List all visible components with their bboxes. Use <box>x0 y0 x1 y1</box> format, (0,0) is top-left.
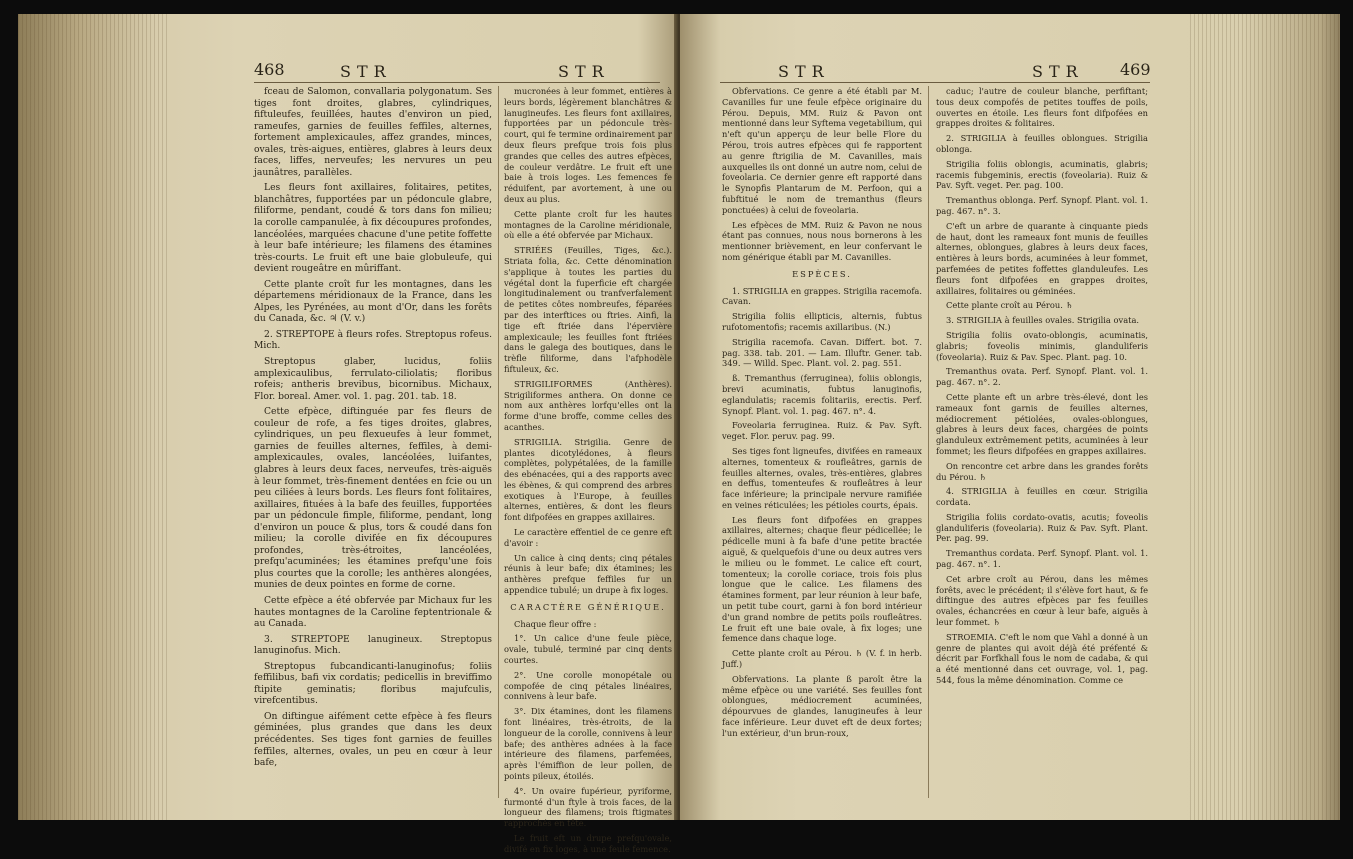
paragraph: Cette plante croît fur les hautes montagnes de la Caroline méridionale, où elle a été obfervée par Michaux. <box>504 208 672 241</box>
right-page <box>680 14 1340 820</box>
paragraph: Ses tiges font ligneufes, divifées en rameaux alternes, tomenteux & roufleâtres, garnis de feuilles alternes, ovales, très-entières, glabres en deffus, tomenteufes & roufleâtres à leur face inférieure; la principale nervure ramifiée en veines réticulées; les pétioles courts, épais. <box>722 445 922 510</box>
page-number-left: 468 <box>254 60 285 79</box>
running-header-left-1: STR <box>340 62 392 81</box>
right-column-2 <box>936 86 1148 690</box>
paragraph: Strigilia foliis cordato-ovatis, acutis; foveolis glanduliferis (foveolaria). Ruiz & Pav. Syft. Plant. Per. pag. 99. <box>936 511 1148 544</box>
paragraph: Foveolaria ferruginea. Ruiz. & Pav. Syft. veget. Flor. peruv. pag. 99. <box>722 420 922 442</box>
paragraph: 3. STRIGILIA à feuilles ovales. Strigilia ovata. <box>946 315 1140 326</box>
paragraph: mucronées à leur fommet, entières à leurs bords, légèrement blanchâtres & lanugineufes. Les fleurs font axillaires, fupportées par un pédoncule très-court, qui fe termine ordinairement par deux fleurs prefque trois fois plus grandes que celles des autres efpèces, de couleur verdâtre. Le fruit eft une baie à trois loges. Les femences fe réduifent, par avortement, à une ou deux au plus. <box>504 86 672 204</box>
paragraph: ß. Tremanthus (ferruginea), foliis oblongis, brevi acuminatis, fubtus lanuginofis, eglandulatis; racemis folitariis, erectis. Perf. Synopf. Plant. vol. 1. pag. 467. n°. 4. <box>722 373 922 416</box>
paragraph: Le caractère effentiel de ce genre eft d'avoir : <box>504 527 672 548</box>
paragraph: Tremanthus ovata. Perf. Synopf. Plant. vol. 1. pag. 467. n°. 2. <box>936 366 1148 388</box>
paragraph: ESPÈCES. <box>792 268 852 279</box>
paragraph: STRIGILIFORMES (Anthères). Strigiliformes anthera. On donne ce nom aux anthères lorfqu'elles ont la forme d'une broffe, comme celles des acanthes. <box>504 378 672 432</box>
paragraph: Cette plante croît fur les montagnes, dans les départemens méridionaux de la France, dans les Alpes, les Pyrénées, au mont d'Or, dans les forêts du Canada, &c. ♃ (V. v.) <box>254 278 492 325</box>
paragraph: Un calice à cinq dents; cinq pétales réunis à leur bafe; dix étamines; les anthères prefque feffiles fur un appendice tubulé; un drupe à fix loges. <box>504 552 672 596</box>
paragraph: 3. STREPTOPE lanugineux. Streptopus lanuginofus. Mich. <box>254 633 492 657</box>
paragraph: Streptopus fubcandicanti-lanuginofus; foliis feffilibus, bafi vix cordatis; pedicellis in breviffimo ftipite geminatis; floribus majufculis, virefcentibus. <box>254 660 492 707</box>
paragraph: 4. STRIGILIA à feuilles en cœur. Strigilia cordata. <box>936 486 1148 508</box>
paragraph: Strigilia foliis oblongis, acuminatis, glabris; racemis fubgeminis, erectis (foveolaria). Ruiz & Pav. Syft. veget. Per. pag. 100. <box>936 158 1148 191</box>
paragraph: caduc; l'autre de couleur blanche, perfiftant; tous deux compofés de petites touffes de poils, ouvertes en étoile. Les fleurs font difpofées en grappes droites & folitaires. <box>936 86 1148 129</box>
paragraph: 2. STREPTOPE à fleurs rofes. Streptopus rofeus. Mich. <box>254 328 492 352</box>
paragraph: Cette plante croît au Pérou. ♄ (V. f. in herb. Juff.) <box>722 648 922 670</box>
paragraph: Strigilia racemofa. Cavan. Differt. bot. 7. pag. 338. tab. 201. — Lam. Illuftr. Gener. tab. 349. — Willd. Spec. Plant. vol. 2. pag. 551. <box>722 336 922 369</box>
paragraph: STRIÉES (Feuilles, Tiges, &c.). Striata folia, &c. Cette dénomination s'applique à toutes les parties du végétal dont la fuperficie eft chargée longitudinalement ou tranfverfalement de petites côtes nombreufes, féparées par des interftices ou ftries. Ainfi, la tige eft ftriée dans l'épervière amplexicaule; les feuilles font ftriées dans le galega des boutiques, dans le trèfle filiforme, dans l'afphodèle fiftuleux, &c. <box>504 245 672 374</box>
running-header-right-1: STR <box>778 62 830 81</box>
paragraph: 1. STRIGILIA en grappes. Strigilia racemofa. Cavan. <box>722 285 922 307</box>
running-header-left-2: STR <box>558 62 610 81</box>
left-column-1 <box>254 86 492 773</box>
paragraph: Tremanthus cordata. Perf. Synopf. Plant. vol. 1. pag. 467. n°. 1. <box>936 548 1148 570</box>
paragraph: Les fleurs font difpofées en grappes axillaires, alternes; chaque fleur pédicellée; le pédicelle muni à fa bafe d'une petite bractée aiguë, & quelquefois d'une ou deux autres vers le milieu ou le fommet. Le calice eft court, tomenteux; la corolle coriace, trois fois plus longue que le calice. Les filamens des étamines forment, par leur réunion à leur bafe, un petit tube court, garni à fon bord intérieur d'un grand nombre de petits poils roufleâtres. Le fruit eft une baie ovale, à fix loges; une femence dans chaque loge. <box>722 514 922 644</box>
paragraph: 1°. Un calice d'une feule pièce, ovale, tubulé, terminé par cinq dents courtes. <box>504 633 672 666</box>
paragraph: Strigilia foliis ovato-oblongis, acuminatis, glabris; foveolis minimis, glanduliferis (foveolaria). Ruiz & Pav. Spec. Plant. pag. 10. <box>936 329 1148 362</box>
paragraph: 2°. Une corolle monopétale ou compofée de cinq pétales linéaires, connivens à leur bafe. <box>504 669 672 702</box>
header-rule-left <box>254 82 660 83</box>
header-rule-right <box>720 82 1150 83</box>
paragraph: Obfervations. Ce genre a été établi par M. Cavanilles fur une feule efpèce originaire du Pérou. Depuis, MM. Ruiz & Pavon ont mentionné dans leur Syftema vegetabilium, qui n'eft qu'un apperçu de leur belle Flore du Pérou, trois autres efpèces qui fe rapportent au genre ftrigilia de M. Cavanilles, mais auxquelles ils ont donné un autre nom, celui de foveolaria. Ce dernier genre eft rapporté dans le Synopfis Plantarum de M. Perfoon, qui a fubftitué le nom de tremanthus (fleurs ponctuées) à celui de foveolaria. <box>722 86 922 215</box>
paragraph: Chaque fleur offre : <box>514 618 597 629</box>
paragraph: Strigilia foliis ellipticis, alternis, fubtus rufotomentofis; racemis axillaribus. (N.) <box>722 311 922 332</box>
paragraph: STRIGILIA. Strigilia. Genre de plantes dicotylédones, à fleurs complètes, polypétalées, de la famille des ebénacées, qui a des rapports avec les ébènes, & qui comprend des arbres exotiques à l'Europe, à feuilles alternes, entières, & dont les fleurs font difpofées en grappes axillaires. <box>504 436 672 523</box>
paragraph: CARACTÈRE GÉNÉRIQUE. <box>510 601 666 612</box>
running-header-right-2: STR <box>1032 62 1084 81</box>
paragraph: C'eft un arbre de quarante à cinquante pieds de haut, dont les rameaux font munis de feuilles alternes, oblongues, glabres à leurs deux faces, entières à leurs bords, acuminées à leur fommet, parfemées de petites foffettes glanduleufes. Les fleurs font difpofées en grappes droites, axillaires, folitaires ou géminées. <box>936 220 1148 296</box>
paragraph: 3°. Dix étamines, dont les filamens font linéaires, très-étroits, de la longueur de la corolle, connivens à leur bafe; des anthères adnées à la face intérieure des filamens, parfemées, après l'émiffion de leur pollen, de points pileux, étoilés. <box>504 706 672 782</box>
paragraph: STROEMIA. C'eft le nom que Vahl a donné à un genre de plantes qui avoit déjà été préfenté & décrit par Forfkhall fous le nom de cadaba, & qui a été mentionné dans cet ouvrage, vol. 1, pag. 544, fous la même dénomination. Comme ce <box>936 631 1148 686</box>
paragraph: 4°. Un ovaire fupérieur, pyriforme, furmonté d'un ftyle à trois faces, de la longueur des filamens; trois ftigmates rapprochés en tête. <box>504 785 672 829</box>
paragraph: Streptopus glaber, lucidus, foliis amplexicaulibus, ferrulato-ciliolatis; floribus rofeis; antheris brevibus, bicornibus. Michaux, Flor. boreal. Amer. vol. 1. pag. 201. tab. 18. <box>254 356 492 402</box>
page-number-right: 469 <box>1120 60 1151 79</box>
paragraph: Obfervations. La plante ß paroît être la même efpèce ou une variété. Ses feuilles font oblongues, médiocrement acuminées, dépourvues de glandes, lanugineufes à leur face inférieure. Leur duvet eft de deux fortes; l'un extérieur, d'un brun-roux, <box>722 673 922 738</box>
paragraph: On rencontre cet arbre dans les grandes forêts du Pérou. ♄ <box>936 460 1148 482</box>
page-edges-left <box>18 14 168 820</box>
paragraph: Cette plante croît au Pérou. ♄ <box>946 300 1073 311</box>
right-column-1 <box>722 86 922 743</box>
paragraph: Cette efpèce a été obfervée par Michaux fur les hautes montagnes de la Caroline feptentrionale & au Canada. <box>254 594 492 630</box>
left-column-2 <box>504 86 672 859</box>
paragraph: Le fruit eft un drupe prefqu'ovale, divifé en fix loges, à une feule femence. <box>504 833 672 854</box>
paragraph: fceau de Salomon, convallaria polygonatum. Ses tiges font droites, glabres, cylindriques, fiftuleufes, feuillées, hautes d'environ un pied, rameufes, garnies de feuilles feffiles, alternes, fortement amplexicaules, affez grandes, minces, ovales, très-aigues, entières, glabres à leurs deux faces, liffes, nerveufes; les nervures un peu jaunâtres, parallèles. <box>254 86 492 178</box>
paragraph: 2. STRIGILIA à feuilles oblongues. Strigilia oblonga. <box>936 133 1148 154</box>
paragraph: Cette efpèce, diftinguée par fes fleurs de couleur de rofe, a fes tiges droites, glabres, cylindriques, un peu flexueufes à leur fommet, garnies de feuilles alternes, feffiles, à demi-amplexicaules, ovales, lancéolées, luifantes, glabres à leurs deux faces, nerveufes, très-aiguës à leur fommet, très-finement dentées en fcie ou un peu ciliées à leurs bords. Les fleurs font folitaires, axillaires, fituées à la bafe des feuilles, fupportées par un pédoncule fimple, filiforme, pendant, long d'environ un pouce & plus, tors & coudé dans fon milieu; la corolle divifée en fix découpures profondes, très-étroites, lancéolées, prefqu'acuminées; les étamines prefqu'une fois plus courtes que la corolle; les anthères alongées, munies de deux pointes en forme de corne. <box>254 406 492 591</box>
paragraph: Cet arbre croît au Pérou, dans les mêmes forêts, avec le précédent; il s'élève fort haut, & fe diftingue des autres efpèces par fes feuilles ovales, échancrées en cœur à leur bafe, aiguës à leur fommet. ♄ <box>936 573 1148 628</box>
paragraph: Tremanthus oblonga. Perf. Synopf. Plant. vol. 1. pag. 467. n°. 3. <box>936 195 1148 216</box>
paragraph: Les efpèces de MM. Ruiz & Pavon ne nous étant pas connues, nous nous bornerons à les mentionner brièvement, en leur confervant le nom générique établi par M. Cavanilles. <box>722 219 922 262</box>
paragraph: On diftingue aifément cette efpèce à fes fleurs géminées, plus grandes que dans les deux précédentes. Ses tiges font garnies de feuilles feffiles, alternes, ovales, un peu en cœur à leur bafe, <box>254 710 492 769</box>
column-divider-left <box>498 86 499 798</box>
left-page <box>18 14 678 854</box>
paragraph: Les fleurs font axillaires, folitaires, petites, blanchâtres, fupportées par un pédoncule glabre, filiforme, pendant, coudé & tors dans fon milieu; la corolle campanulée, à fix découpures profondes, lancéolées, marquées chacune d'une petite foffette à leur bafe intérieure; les filamens des étamines très-courts. Le fruit eft une baie globuleufe, qui devient rougeâtre en mûriffant. <box>254 182 492 275</box>
paragraph: Cette plante eft un arbre très-élevé, dont les rameaux font garnis de feuilles alternes, médiocrement pétiolées, ovales-oblongues, glabres à leurs deux faces, chargées de points glanduleux extrêmement petits, acuminées à leur fommet; les fleurs difpofées en grappes axillaires. <box>936 391 1148 456</box>
open-book <box>18 14 1340 854</box>
column-divider-right <box>928 86 929 798</box>
page-edges-right <box>1190 14 1340 820</box>
